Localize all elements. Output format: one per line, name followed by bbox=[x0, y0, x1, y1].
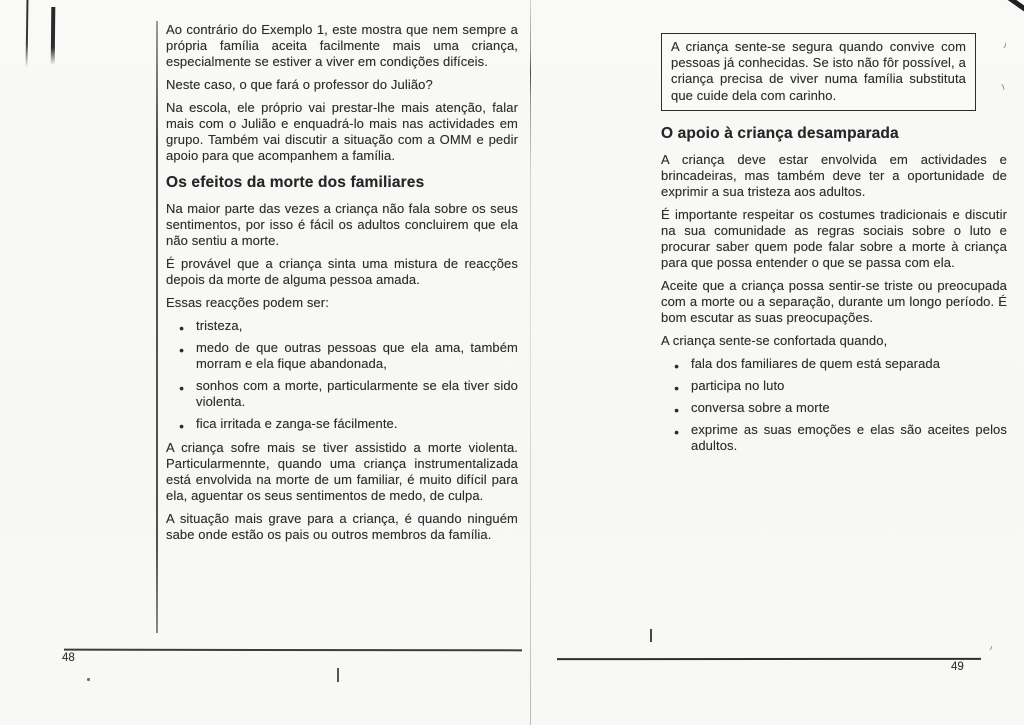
scan-tick-bottom-right-page bbox=[650, 629, 652, 642]
paragraph: A criança deve estar envolvida em actividades e brincadeiras, mas também deve ter a oportunidade de exprimir a sua tristeza aos adultos. bbox=[661, 151, 1007, 199]
scan-mark-top-left-2 bbox=[51, 7, 55, 65]
bullet-item: ● exprime as suas emoções e elas são aceites pelos adultos. bbox=[674, 422, 1007, 454]
paragraph: Aceite que a criança possa sentir-se triste ou preocupada com a morte ou a separação, durante um longo período. É bom escutar as suas preocupações. bbox=[661, 277, 1007, 325]
bullet-item: ● fica irritada e zanga-se fácilmente. bbox=[179, 416, 518, 432]
footer-rule-left bbox=[64, 649, 522, 651]
paragraph: A criança sofre mais se tiver assistido a morte violenta. Particularmennte, quando uma criança instrumentalizada está envolvida na morte de um familiar, é muito difícil para ela, aguentar os seus sentimentos de medo, de culpa. bbox=[166, 440, 518, 503]
bullet-item: ● conversa sobre a morte bbox=[674, 400, 1007, 416]
info-box: A criança sente-se segura quando convive com pessoas já conhecidas. Se isto não fôr possível, a criança precisa de viver numa família substituta que cuide dela com carinho. bbox=[661, 33, 976, 111]
section-heading-effects-of-death: Os efeitos da morte dos familiares bbox=[166, 174, 425, 191]
scan-tick-bottom-center bbox=[337, 668, 339, 682]
bullet-item: ● fala dos familiares de quem está separada bbox=[674, 356, 1007, 372]
left-page-margin-rule bbox=[156, 21, 158, 633]
paragraph: Na escola, ele próprio vai prestar-lhe mais atenção, falar mais com o Julião e enquadrá-lo mais nas actividades em grupo. Também vai discutir a situação com a OMM e pedir apoio para que acompanhem a família. bbox=[166, 100, 518, 163]
page-fold-line bbox=[530, 0, 531, 725]
paragraph: Essas reacções podem ser: bbox=[166, 295, 329, 310]
bullet-item: ● participa no luto bbox=[674, 378, 1007, 394]
page-number-left: 48 bbox=[62, 652, 75, 664]
paragraph: Na maior parte das vezes a criança não fala sobre os seus sentimentos, por isso é fácil os adultos concluirem que ela não sentiu a morte. bbox=[166, 201, 518, 248]
scan-speck bbox=[87, 678, 90, 681]
page-number-right: 49 bbox=[951, 661, 964, 673]
bullet-list-comforted-when bbox=[661, 356, 1007, 454]
paragraph: É importante respeitar os costumes tradicionais e discutir na sua comunidade as regras sociais sobre o luto e procurar saber quem pode falar sobre a morte à criança para que possa entender o que se passa com ela. bbox=[661, 206, 1007, 270]
paragraph: A situação mais grave para a criança, é quando ninguém sabe onde estão os pais ou outros membros da família. bbox=[166, 511, 518, 542]
paragraph: Ao contrário do Exemplo 1, este mostra que nem sempre a própria família aceita facilmente mais uma criança, especialmente se estiver a viver em condições difíceis. bbox=[166, 22, 518, 69]
section-heading-support-for-child: O apoio à criança desamparada bbox=[661, 124, 899, 142]
page-left bbox=[166, 22, 518, 550]
paragraph: Neste caso, o que fará o professor do Julião? bbox=[166, 77, 433, 92]
paragraph: É provável que a criança sinta uma mistura de reacções depois da morte de alguma pessoa amada. bbox=[166, 256, 518, 287]
bullet-item: ● tristeza, bbox=[179, 318, 518, 334]
paragraph: A criança sente-se confortada quando, bbox=[661, 332, 888, 348]
footer-rule-right bbox=[557, 658, 981, 660]
bullet-list-reactions bbox=[166, 318, 518, 432]
bullet-item: ● sonhos com a morte, particularmente se ela tiver sido violenta. bbox=[179, 378, 518, 410]
bullet-item: ● medo de que outras pessoas que ela ama, também morram e ela fique abandonada, bbox=[179, 340, 518, 372]
page-right bbox=[661, 33, 1007, 462]
scan-speck bbox=[987, 644, 993, 650]
scan-mark-top-left-1 bbox=[26, 0, 29, 68]
scan-mark-top-right bbox=[1006, 0, 1024, 14]
